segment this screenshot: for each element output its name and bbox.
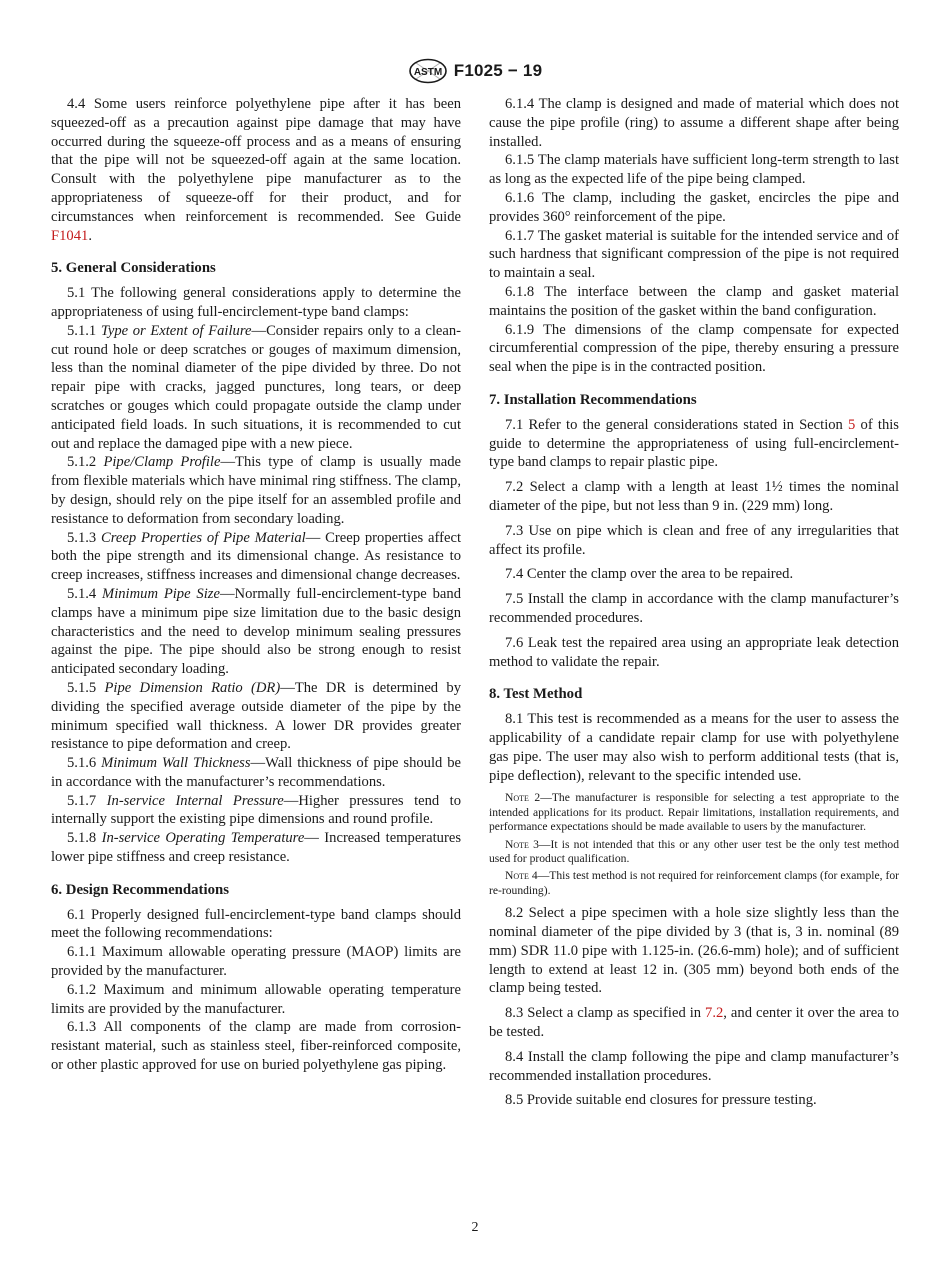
link-f1041[interactable]: F1041 <box>51 227 89 244</box>
document-designation: F1025 − 19 <box>453 61 543 80</box>
section-5-1-3: 5.1.3 Creep Properties of Pipe Material— Creep properties affect both the pipe strength and its dimensional change. As resistance to creep increases, stiffness increases and dimensional change decreases. <box>51 529 461 584</box>
section-6-1-1: 6.1.1 Maximum allowable operating pressure (MAOP) limits are provided by the manufacturer. <box>51 944 461 980</box>
page-number: 2 <box>471 1220 479 1235</box>
section-6-1-6: 6.1.6 The clamp, including the gasket, encircles the pipe and provides 360° reinforcement of the pipe. <box>489 189 899 225</box>
section-5-1-8: 5.1.8 In-service Operating Temperature— Increased temperatures lower pipe stiffness and creep resistance. <box>51 830 461 866</box>
left-column <box>51 95 461 1075</box>
heading-section-5: 5. General Considerations <box>51 260 216 277</box>
section-4-4: 4.4 Some users reinforce polyethylene pipe after it has been squeezed-off as a precaution against pipe damage that may have occurred during the squeeze-off process and as a means of ensuring that the pipe will not be squeezed-off again at the same location. Consult with the polyethylene pipe manufacturer as to the appropriateness of squeeze-off for their product, and for circumstances when reinforcement is recommended. See Guide F1041. <box>51 96 461 244</box>
section-5-1-4: 5.1.4 Minimum Pipe Size—Normally full-encirclement-type band clamps have a minimum pipe size limitation due to the basic design characteristics and the need to develop minimum sealing pressures against the pipe. The pipe should also be strong enough to resist anticipated secondary loading. <box>51 585 461 678</box>
section-6-1-4: 6.1.4 The clamp is designed and made of material which does not cause the pipe profile (ring) to assume a different shape after being installed. <box>489 96 899 150</box>
section-8-3: 8.3 Select a clamp as specified in 7.2, and center it over the area to be tested. <box>489 1005 899 1040</box>
heading-section-8: 8. Test Method <box>489 686 583 703</box>
link-section-5[interactable]: 5 <box>848 416 856 433</box>
section-7-1: 7.1 Refer to the general considerations stated in Section 5 of this guide to determine the appropriateness of using full-encirclement-type band clamps to repair plastic pipe. <box>489 416 899 471</box>
page-header <box>0 56 950 86</box>
note-2: Note 2—The manufacturer is responsible for selecting a test appropriate to the intended applications for its product. Repair limitations, installation requirements, and performance expectations should be made available to users by the manufacturer. <box>489 791 899 834</box>
svg-text:ASTM: ASTM <box>413 67 442 78</box>
section-5-1: 5.1 The following general considerations apply to determine the appropriateness of using full-encirclement-type band clamps: <box>51 285 461 320</box>
section-6-1-3: 6.1.3 All components of the clamp are made from corrosion-resistant material, such as stainless steel, fiber-reinforced composite, or other plastic approved for use on buried polyethylene gas piping. <box>51 1019 461 1074</box>
section-6-1: 6.1 Properly designed full-encirclement-type band clamps should meet the following recommendations: <box>51 906 461 942</box>
section-8-4: 8.4 Install the clamp following the pipe and clamp manufacturer’s recommended installation procedures. <box>489 1048 899 1084</box>
section-6-1-9: 6.1.9 The dimensions of the clamp compensate for expected circumferential compression of the pipe, thereby ensuring a pressure seal when the pipe is in the contracted position. <box>489 321 899 376</box>
section-8-5: 8.5 Provide suitable end closures for pressure testing. <box>505 1092 817 1109</box>
section-6-1-5: 6.1.5 The clamp materials have sufficient long-term strength to last as long as the expected life of the pipe being clamped. <box>489 152 899 188</box>
section-6-1-8: 6.1.8 The interface between the clamp and gasket material maintains the position of the gasket within the band configuration. <box>489 283 899 319</box>
section-6-1-7: 6.1.7 The gasket material is suitable for the intended service and of such hardness that significant compression of the pipe is not required to maintain a seal. <box>489 227 899 282</box>
heading-section-6: 6. Design Recommendations <box>51 881 229 898</box>
section-5-1-6: 5.1.6 Minimum Wall Thickness—Wall thickness of pipe should be in accordance with the manufacturer’s recommendations. <box>51 755 461 790</box>
section-7-3: 7.3 Use on pipe which is clean and free of any irregularities that affect its profile. <box>489 522 899 558</box>
section-7-5: 7.5 Install the clamp in accordance with the clamp manufacturer’s recommended procedures. <box>489 591 899 626</box>
section-6-1-2: 6.1.2 Maximum and minimum allowable operating temperature limits are provided by the manufacturer. <box>51 981 461 1017</box>
section-7-6: 7.6 Leak test the repaired area using an appropriate leak detection method to validate the repair. <box>489 634 899 670</box>
note-4: Note 4—This test method is not required for reinforcement clamps (for example, for re-rounding). <box>489 869 899 897</box>
note-3: Note 3—It is not intended that this or any other user test be the only test method used for product qualification. <box>489 837 899 865</box>
heading-section-7: 7. Installation Recommendations <box>489 391 697 408</box>
section-8-1: 8.1 This test is recommended as a means for the user to assess the applicability of a candidate repair clamp for use with polyethylene gas pipe. The user may also wish to perform additional tests (that is, pipe deflection), relevant to the specific intended use. <box>489 711 899 784</box>
link-section-7-2[interactable]: 7.2 <box>705 1005 724 1022</box>
right-column <box>489 95 899 1110</box>
section-5-1-1: 5.1.1 Type or Extent of Failure—Consider repairs only to a clean-cut round hole or deep scratches or gouges of maximum dimension, less than the nominal diameter of the pipe divided by three. Do not repair pipe with cracks, jagged punctures, long tears, or deep scratches or gouges which could propagate outside the clamp under anticipated field loads. In such situations, it is recommended to cut out and replace the damaged pipe with a new piece. <box>51 322 462 452</box>
section-5-1-2: 5.1.2 Pipe/Clamp Profile—This type of clamp is usually made from flexible materials which have minimal ring stiffness. The clamp, by design, should rely on the pipe itself for an assembled profile and resistance to deformation from secondary loading. <box>51 454 461 527</box>
section-7-2: 7.2 Select a clamp with a length at least 1½ times the nominal diameter of the pipe, but not less than 9 in. (229 mm) long. <box>489 479 899 514</box>
section-5-1-7: 5.1.7 In-service Internal Pressure—Higher pressures tend to internally support the existing pipe dimensions and round profile. <box>51 792 462 828</box>
section-8-2: 8.2 Select a pipe specimen with a hole size slightly less than the nominal diameter of the pipe divided by 3 (that is, 3 in. nominal (89 mm) SDR 11.0 pipe with 1.125-in. (26.6-mm) hole); and of sufficient length to extend at least 12 in. (305 mm) beyond both ends of the clamp being tested. <box>489 905 899 997</box>
section-7-4: 7.4 Center the clamp over the area to be repaired. <box>505 566 794 583</box>
astm-logo-icon <box>408 58 448 84</box>
section-5-1-5: 5.1.5 Pipe Dimension Ratio (DR)—The DR is determined by dividing the specified average outside diameter of the pipe by the minimum specified wall thickness. A lower DR provides greater resistance to pipe deformation and creep. <box>51 679 461 753</box>
